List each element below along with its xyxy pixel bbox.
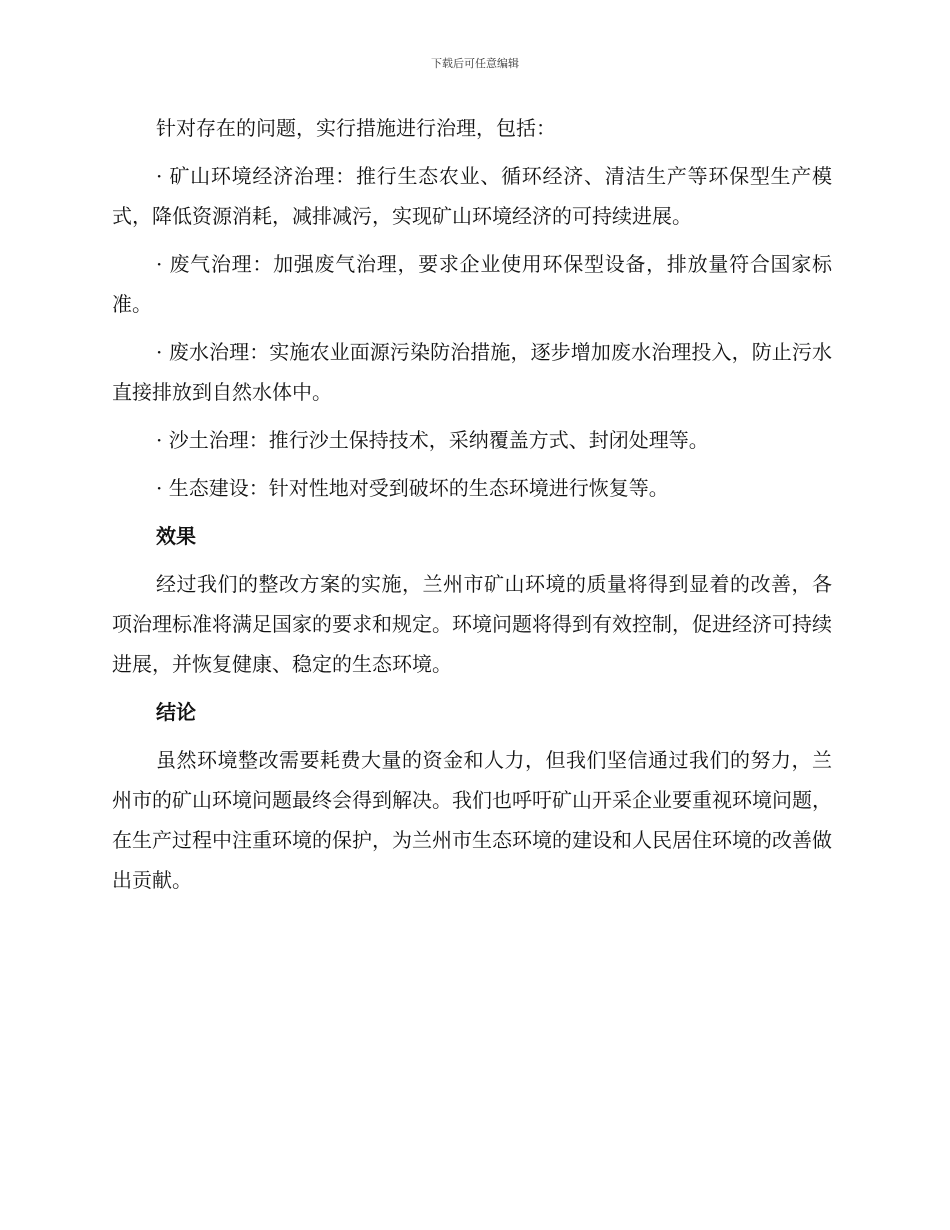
effect-heading: 效果: [156, 524, 196, 548]
conclusion-paragraph: 虽然环境整改需要耗费大量的资金和人力，但我们坚信通过我们的努力，兰州市的矿山环境问题最终会得到解决。我们也呼吁矿山开采企业要重视环境问题，在生产过程中注重环境的保护，为兰州市生态环境的建设和人民居住环境的改善做出贡献。: [112, 748, 832, 892]
effect-paragraph: 经过我们的整改方案的实施，兰州市矿山环境的质量将得到显着的改善，各项治理标准将满足国家的要求和规定。环境问题将得到有效控制，促进经济可持续进展，并恢复健康、稳定的生态环境。: [112, 572, 832, 676]
document-body: [112, 108, 832, 908]
conclusion-heading: 结论: [156, 700, 196, 724]
list-item-soil: · 沙土治理：推行沙土保持技术，采纳覆盖方式、封闭处理等。: [156, 428, 709, 452]
intro-paragraph: 针对存在的问题，实行措施进行治理，包括：: [156, 116, 556, 140]
list-item-ecology: · 生态建设：针对性地对受到破坏的生态环境进行恢复等。: [156, 476, 669, 500]
list-item-mining-economy: · 矿山环境经济治理：推行生态农业、循环经济、清洁生产等环保型生产模式，降低资源消耗，减排减污，实现矿山环境经济的可持续进展。: [112, 164, 832, 228]
list-item-wastewater: · 废水治理：实施农业面源污染防治措施，逐步增加废水治理投入，防止污水直接排放到自然水体中。: [112, 340, 832, 404]
page-header-note: 下载后可任意编辑: [431, 57, 519, 70]
list-item-exhaust-gas: · 废气治理：加强废气治理，要求企业使用环保型设备，排放量符合国家标准。: [112, 252, 832, 316]
